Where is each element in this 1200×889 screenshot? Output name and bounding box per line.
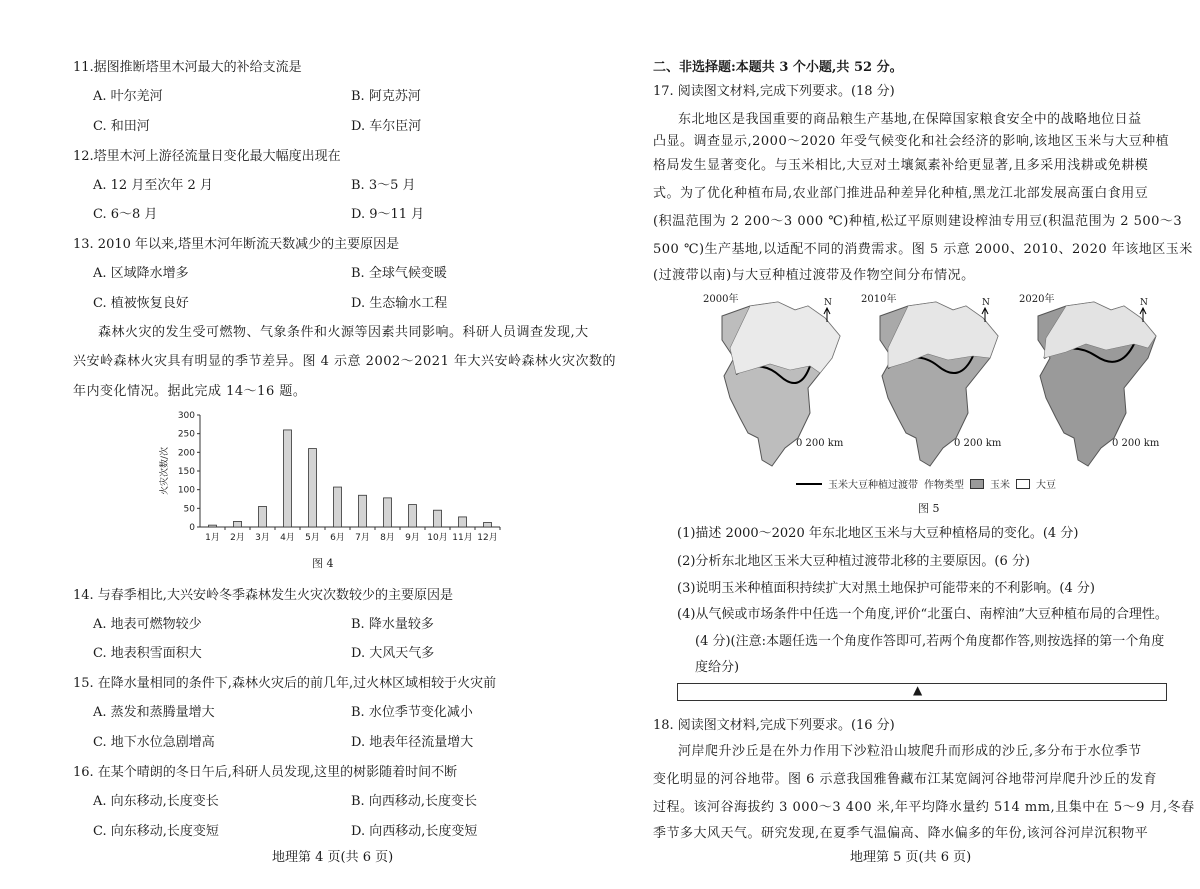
- bar-12月: [484, 523, 492, 527]
- map-2010: [858, 288, 1008, 473]
- bar-2月: [234, 521, 242, 527]
- x-tick-label: 11月: [452, 533, 473, 543]
- q18-title: 18. 阅读图文材料,完成下列要求。(16 分): [653, 718, 895, 733]
- section-title: 二、非选择题:本题共 3 个小题,共 52 分。: [653, 60, 903, 75]
- q13-option-a: A. 区域降水增多: [93, 266, 189, 281]
- map-year-label: 2020年: [1019, 294, 1055, 305]
- y-axis-label: 火灾次数/次: [160, 446, 170, 496]
- q16-stem: 16. 在某个晴朗的冬日午后,科研人员发现,这里的树影随着时间不断: [73, 765, 458, 780]
- figure-5-maps: [700, 288, 1170, 491]
- bar-1月: [209, 525, 217, 527]
- x-tick-label: 2月: [230, 533, 245, 543]
- x-tick-label: 10月: [427, 533, 448, 543]
- bar-5月: [309, 449, 317, 527]
- q11-option-a: A. 叶尔羌河: [93, 89, 163, 104]
- x-tick-label: 6月: [330, 533, 345, 543]
- q17-line-3: 格局发生显著变化。与玉米相比,大豆对土壤氮素补给更显著,且多采用浅耕或免耕模: [653, 158, 1149, 173]
- legend-corn-label: 玉米: [990, 480, 1010, 491]
- q14-option-b: B. 降水量较多: [351, 617, 434, 632]
- q11-option-b: B. 阿克苏河: [351, 89, 421, 104]
- q13-option-b: B. 全球气候变暖: [351, 266, 447, 281]
- q17-sub-4-note-end: 度给分): [695, 660, 740, 675]
- q13-stem: 13. 2010 年以来,塔里木河年断流天数减少的主要原因是: [73, 237, 400, 252]
- x-tick-label: 4月: [280, 533, 295, 543]
- q12-option-a: A. 12 月至次年 2 月: [93, 178, 213, 193]
- right-page-footer: 地理第 5 页(共 6 页): [850, 850, 972, 865]
- fig4-caption: 图 4: [312, 557, 334, 570]
- north-arrow-icon: N: [824, 298, 832, 308]
- bar-11月: [459, 517, 467, 527]
- q18-line-2: 变化明显的河谷地带。图 6 示意我国雅鲁藏布江某宽阔河谷地带河岸爬升沙丘的发育: [653, 772, 1158, 787]
- x-tick-label: 3月: [255, 533, 270, 543]
- x-tick-label: 5月: [305, 533, 320, 543]
- x-tick-label: 12月: [477, 533, 498, 543]
- q17-line-2: 凸显。调查显示,2000～2020 年受气候变化和社会经济的影响,该地区玉米与大豆种植: [653, 134, 1170, 149]
- bar-8月: [384, 498, 392, 527]
- q12-option-c: C. 6～8 月: [93, 207, 158, 222]
- north-arrow-icon: N: [982, 298, 990, 308]
- x-tick-label: 9月: [405, 533, 420, 543]
- q16-option-c: C. 向东移动,长度变短: [93, 824, 219, 839]
- transition-line-swatch: [796, 483, 822, 485]
- q14-option-c: C. 地表积雪面积大: [93, 646, 202, 661]
- bar-10月: [434, 510, 442, 527]
- answer-mark-icon: ▲: [913, 683, 923, 697]
- intro-line-1: 森林火灾的发生受可燃物、气象条件和火源等因素共同影响。科研人员调查发现,大: [98, 325, 589, 340]
- q16-option-a: A. 向东移动,长度变长: [93, 794, 219, 809]
- map-scale: 0 200 km: [1112, 438, 1160, 449]
- q17-line-7: (过渡带以南)与大豆种植过渡带及作物空间分布情况。: [653, 268, 975, 283]
- soy-swatch: [1016, 479, 1030, 489]
- x-tick-label: 8月: [380, 533, 395, 543]
- figure-5-legend: [796, 476, 1056, 491]
- q12-stem: 12.塔里木河上游径流量日变化最大幅度出现在: [73, 149, 341, 164]
- map-2020: [1016, 288, 1166, 473]
- y-tick-label: 300: [177, 411, 195, 421]
- q16-option-d: D. 向西移动,长度变短: [351, 824, 478, 839]
- q17-line-5: (积温范围为 2 200～3 000 ℃)种植,松辽平原则建设榨油专用豆(积温范围为 2 500～3: [653, 214, 1183, 229]
- y-tick-label: 150: [177, 467, 195, 477]
- bar-6月: [334, 487, 342, 527]
- fig5-caption: 图 5: [918, 502, 940, 515]
- q14-option-a: A. 地表可燃物较少: [93, 617, 202, 632]
- legend-type-label: 作物类型: [924, 480, 964, 491]
- q14-stem: 14. 与春季相比,大兴安岭冬季森林发生火灾次数较少的主要原因是: [73, 588, 453, 603]
- bar-3月: [259, 506, 267, 527]
- intro-line-3: 年内变化情况。据此完成 14～16 题。: [73, 384, 307, 399]
- q18-line-3: 过程。该河谷海拔约 3 000～3 400 米,年平均降水量约 514 mm,且集中在 5～9 月,冬春: [653, 800, 1195, 815]
- legend-transition-label: 玉米大豆种植过渡带: [828, 480, 918, 491]
- q13-option-c: C. 植被恢复良好: [93, 296, 189, 311]
- x-tick-label: 7月: [355, 533, 370, 543]
- map-scale: 0 200 km: [954, 438, 1002, 449]
- map-2000: [700, 288, 850, 473]
- y-tick-label: 250: [177, 429, 195, 440]
- q15-option-a: A. 蒸发和蒸腾量增大: [93, 705, 215, 720]
- x-tick-label: 1月: [205, 533, 220, 543]
- q12-option-b: B. 3～5 月: [351, 178, 416, 193]
- q17-sub-4-note: (4 分)(注意:本题任选一个角度作答即可,若两个角度都作答,则按选择的第一个角度: [695, 634, 1165, 649]
- q17-line-4: 式。为了优化种植布局,农业部门推进品种差异化种植,黑龙江北部发展高蛋白食用豆: [653, 186, 1149, 201]
- q15-option-d: D. 地表年径流量增大: [351, 735, 474, 750]
- q11-option-c: C. 和田河: [93, 119, 150, 134]
- bar-4月: [284, 430, 292, 527]
- q18-line-4: 季节多大风天气。研究发现,在夏季气温偏高、降水偏多的年份,该河谷河岸沉积物平: [653, 826, 1149, 841]
- q14-option-d: D. 大风天气多: [351, 646, 435, 661]
- intro-line-2: 兴安岭森林火灾具有明显的季节差异。图 4 示意 2002～2021 年大兴安岭森林火灾次数的: [73, 354, 616, 369]
- q17-sub-3: (3)说明玉米种植面积持续扩大对黑土地保护可能带来的不利影响。(4 分): [677, 581, 1095, 596]
- q15-option-c: C. 地下水位急剧增高: [93, 735, 215, 750]
- q17-line-1: 东北地区是我国重要的商品粮生产基地,在保障国家粮食安全中的战略地位日益: [678, 112, 1142, 127]
- q11-stem: 11.据图推断塔里木河最大的补给支流是: [73, 60, 302, 75]
- q17-sub-4: (4)从气候或市场条件中任选一个角度,评价“北蛋白、南榨油”大豆种植布局的合理性。: [677, 607, 1168, 622]
- legend-soy-label: 大豆: [1036, 480, 1056, 491]
- north-arrow-icon: N: [1140, 298, 1148, 308]
- q11-option-d: D. 车尔臣河: [351, 119, 422, 134]
- q17-line-6: 500 ℃)生产基地,以适配不同的消费需求。图 5 示意 2000、2010、2020 年该地区玉米: [653, 242, 1193, 257]
- left-page-footer: 地理第 4 页(共 6 页): [272, 850, 394, 865]
- map-year-label: 2000年: [703, 294, 739, 305]
- q17-title: 17. 阅读图文材料,完成下列要求。(18 分): [653, 84, 895, 99]
- y-tick-label: 100: [177, 485, 195, 496]
- bar-9月: [409, 505, 417, 527]
- q12-option-d: D. 9～11 月: [351, 207, 425, 222]
- bar-7月: [359, 495, 367, 527]
- q13-option-d: D. 生态输水工程: [351, 296, 448, 311]
- q16-option-b: B. 向西移动,长度变长: [351, 794, 477, 809]
- y-tick-label: 200: [177, 448, 195, 459]
- map-scale: 0 200 km: [796, 438, 844, 449]
- fire-count-chart-svg: [155, 405, 515, 550]
- q15-option-b: B. 水位季节变化减小: [351, 705, 473, 720]
- map-year-label: 2010年: [861, 294, 897, 305]
- y-tick-label: 0: [189, 523, 195, 533]
- q15-stem: 15. 在降水量相同的条件下,森林火灾后的前几年,过火林区域相较于火灾前: [73, 676, 497, 691]
- y-tick-label: 50: [183, 504, 195, 515]
- q17-sub-1: (1)描述 2000～2020 年东北地区玉米与大豆种植格局的变化。(4 分): [677, 526, 1079, 541]
- q17-sub-2: (2)分析东北地区玉米大豆种植过渡带北移的主要原因。(6 分): [677, 554, 1030, 569]
- corn-swatch: [970, 479, 984, 489]
- q18-line-1: 河岸爬升沙丘是在外力作用下沙粒沿山坡爬升而形成的沙丘,多分布于水位季节: [678, 744, 1142, 759]
- fire-count-chart: [155, 405, 515, 550]
